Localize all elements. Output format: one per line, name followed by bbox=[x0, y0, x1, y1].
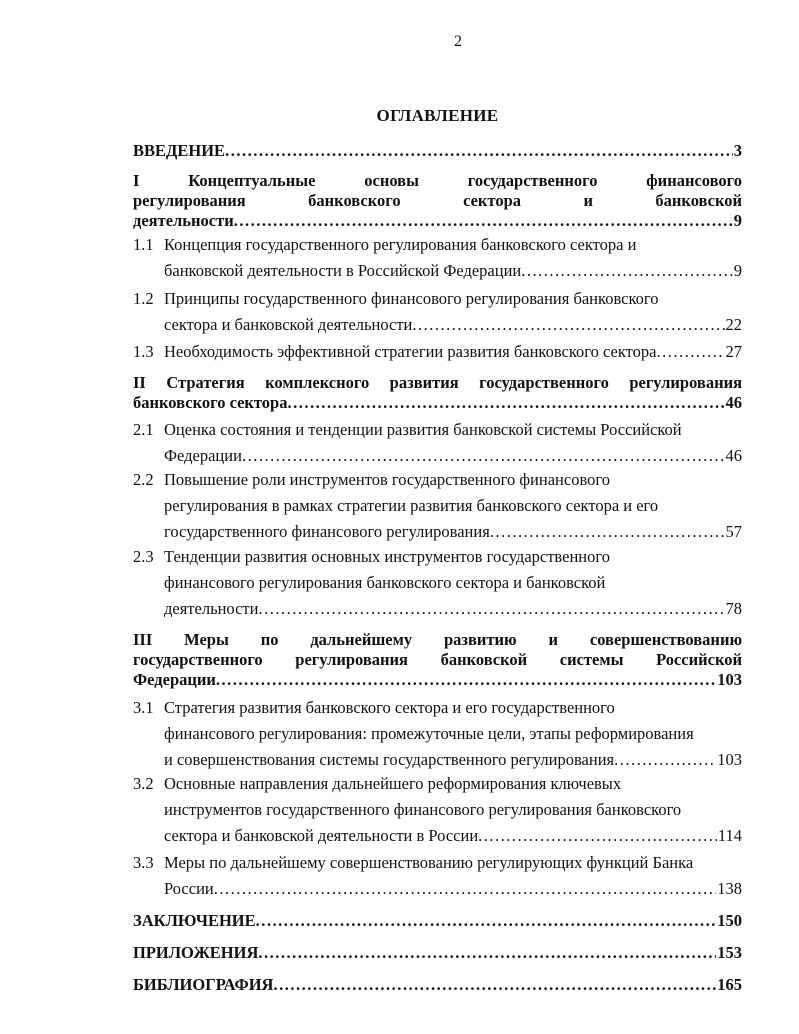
section-title-end: Федерации bbox=[164, 446, 242, 465]
entry-page: 78 bbox=[725, 599, 742, 618]
chapter-title-word: государственного bbox=[467, 171, 598, 190]
section-title-end: России bbox=[164, 879, 214, 898]
dot-leader bbox=[288, 393, 725, 413]
entry-page: 46 bbox=[725, 446, 742, 465]
chapter-title-word: комплексного bbox=[265, 373, 370, 392]
entry-page: 153 bbox=[717, 943, 742, 962]
chapter-title-word: системы bbox=[559, 650, 624, 669]
entry-page: 150 bbox=[717, 911, 742, 930]
toc-entry-appendices[interactable] bbox=[133, 943, 742, 963]
section-number: 2.1 bbox=[133, 420, 154, 439]
chapter-title-word: II bbox=[133, 373, 146, 392]
toc-chapter-1[interactable] bbox=[133, 171, 742, 231]
toc-section-2-2[interactable] bbox=[133, 467, 742, 545]
chapter-title-word: Стратегия bbox=[166, 373, 245, 392]
toc-heading: ОГЛАВЛЕНИЕ bbox=[376, 106, 499, 125]
section-title-line: Основные направления дальнейшего реформирования ключевых bbox=[164, 774, 622, 793]
section-number: 2.2 bbox=[133, 470, 154, 489]
toc-entry-bibliography[interactable] bbox=[133, 975, 742, 995]
chapter-title-word: Российской bbox=[656, 650, 743, 669]
chapter-title-word: и bbox=[548, 630, 559, 649]
section-title-line: регулирования в рамках стратегии развития банковского сектора и его bbox=[164, 496, 659, 515]
chapter-title-word: I bbox=[133, 171, 140, 190]
entry-title: ПРИЛОЖЕНИЯ bbox=[133, 943, 259, 962]
section-title-line: инструментов государственного финансового регулирования банковского bbox=[164, 800, 682, 819]
chapter-title-word: банковской bbox=[655, 191, 743, 210]
dot-leader bbox=[214, 876, 717, 902]
toc-section-3-1[interactable] bbox=[133, 695, 742, 773]
section-title-end: сектора и банковской деятельности bbox=[164, 315, 413, 334]
chapter-title-word: регулирования bbox=[133, 191, 246, 210]
section-title-end: банковской деятельности в Российской Федерации bbox=[164, 261, 522, 280]
dot-leader bbox=[412, 312, 724, 338]
chapter-title-word: Концептуальные bbox=[188, 171, 316, 190]
chapter-title-word: финансового bbox=[646, 171, 742, 190]
toc-section-1-2[interactable] bbox=[133, 286, 742, 338]
entry-page: 165 bbox=[717, 975, 742, 994]
chapter-title-word: Меры bbox=[184, 630, 229, 649]
chapter-title-word: по bbox=[260, 630, 279, 649]
chapter-title-line bbox=[133, 373, 742, 393]
section-title-end: государственного финансового регулирования bbox=[164, 522, 490, 541]
chapter-title-end: деятельности bbox=[133, 211, 234, 230]
section-number: 2.3 bbox=[133, 547, 154, 566]
entry-page: 9 bbox=[733, 261, 742, 280]
toc-chapter-2[interactable] bbox=[133, 373, 742, 413]
chapter-title-word: развитию bbox=[443, 630, 517, 649]
section-title-end: сектора и банковской деятельности в России bbox=[164, 826, 479, 845]
chapter-title-line bbox=[133, 171, 742, 191]
dot-leader bbox=[521, 258, 733, 284]
chapter-title-end: Федерации bbox=[133, 670, 216, 689]
chapter-title-word: банковской bbox=[440, 650, 528, 669]
dot-leader bbox=[656, 339, 724, 365]
section-title-line: Стратегия развития банковского сектора и его государственного bbox=[164, 698, 615, 717]
toc-chapter-3[interactable] bbox=[133, 630, 742, 690]
section-title-line: финансового регулирования банковского сектора и банковской bbox=[164, 573, 606, 592]
dot-leader bbox=[256, 911, 717, 931]
chapter-title-end: банковского сектора bbox=[133, 393, 288, 412]
dot-leader bbox=[225, 141, 733, 161]
section-title-line: Концепция государственного регулирования банковского сектора и bbox=[164, 235, 637, 254]
chapter-title-line bbox=[133, 650, 742, 670]
section-number: 3.3 bbox=[133, 853, 154, 872]
entry-title: ЗАКЛЮЧЕНИЕ bbox=[133, 911, 256, 930]
toc-entry-introduction[interactable] bbox=[133, 141, 742, 161]
dot-leader bbox=[242, 443, 725, 469]
entry-page: 9 bbox=[733, 211, 742, 230]
section-number: 1.1 bbox=[133, 235, 154, 254]
toc-entry-conclusion[interactable] bbox=[133, 911, 742, 931]
section-title-end: деятельности bbox=[164, 599, 259, 618]
entry-page: 114 bbox=[717, 826, 742, 845]
toc-section-2-3[interactable] bbox=[133, 544, 742, 622]
section-title-line: Принципы государственного финансового регулирования банковского bbox=[164, 289, 659, 308]
section-title-line: финансового регулирования: промежуточные цели, этапы реформирования bbox=[164, 724, 694, 743]
chapter-title-word: регулирования bbox=[629, 373, 743, 392]
chapter-title-word: III bbox=[133, 630, 153, 649]
page-number: 2 bbox=[454, 33, 462, 50]
dot-leader bbox=[273, 975, 716, 995]
dot-leader bbox=[478, 823, 717, 849]
entry-title: БИБЛИОГРАФИЯ bbox=[133, 975, 274, 994]
dot-leader bbox=[490, 519, 725, 545]
dot-leader bbox=[234, 211, 733, 231]
section-number: 3.2 bbox=[133, 774, 154, 793]
entry-page: 103 bbox=[717, 670, 742, 689]
dot-leader bbox=[216, 670, 716, 690]
section-title-line: Оценка состояния и тенденции развития банковской системы Российской bbox=[164, 420, 682, 439]
entry-page: 46 bbox=[725, 393, 742, 412]
chapter-title-word: регулирования bbox=[295, 650, 408, 669]
section-number: 1.3 bbox=[133, 342, 154, 361]
chapter-title-line bbox=[133, 191, 742, 211]
chapter-title-word: и bbox=[583, 191, 593, 210]
toc-section-3-3[interactable] bbox=[133, 850, 742, 902]
entry-page: 27 bbox=[725, 342, 742, 361]
toc-section-2-1[interactable] bbox=[133, 417, 742, 469]
toc-section-3-2[interactable] bbox=[133, 771, 742, 849]
toc-section-1-1[interactable] bbox=[133, 232, 742, 284]
dot-leader bbox=[258, 596, 724, 622]
chapter-title-word: государственного bbox=[479, 373, 609, 392]
chapter-title-word: банковского bbox=[308, 191, 401, 210]
section-title-line: Тенденции развития основных инструментов государственного bbox=[164, 547, 610, 566]
entry-page: 103 bbox=[717, 750, 742, 769]
chapter-title-word: сектора bbox=[463, 191, 521, 210]
chapter-title-word: развития bbox=[389, 373, 459, 392]
entry-page: 22 bbox=[725, 315, 742, 334]
section-number: 3.1 bbox=[133, 698, 154, 717]
chapter-title-word: совершенствованию bbox=[589, 630, 743, 649]
entry-title: ВВЕДЕНИЕ bbox=[133, 141, 226, 160]
entry-page: 57 bbox=[725, 522, 742, 541]
dot-leader bbox=[614, 747, 716, 773]
section-title-line: Повышение роли инструментов государственного финансового bbox=[164, 470, 610, 489]
section-title-end: Необходимость эффективной стратегии развития банковского сектора bbox=[164, 342, 657, 361]
chapter-title-line bbox=[133, 630, 742, 650]
chapter-title-word: основы bbox=[364, 171, 419, 190]
entry-page: 3 bbox=[733, 141, 742, 160]
entry-page: 138 bbox=[717, 879, 742, 898]
toc-section-1-3[interactable] bbox=[133, 339, 742, 365]
chapter-title-word: государственного bbox=[133, 650, 263, 669]
section-number: 1.2 bbox=[133, 289, 154, 308]
dot-leader bbox=[258, 943, 716, 963]
section-title-line: Меры по дальнейшему совершенствованию регулирующих функций Банка bbox=[164, 853, 694, 872]
chapter-title-word: дальнейшему bbox=[310, 630, 413, 649]
section-title-end: и совершенствования системы государственного регулирования bbox=[164, 750, 615, 769]
